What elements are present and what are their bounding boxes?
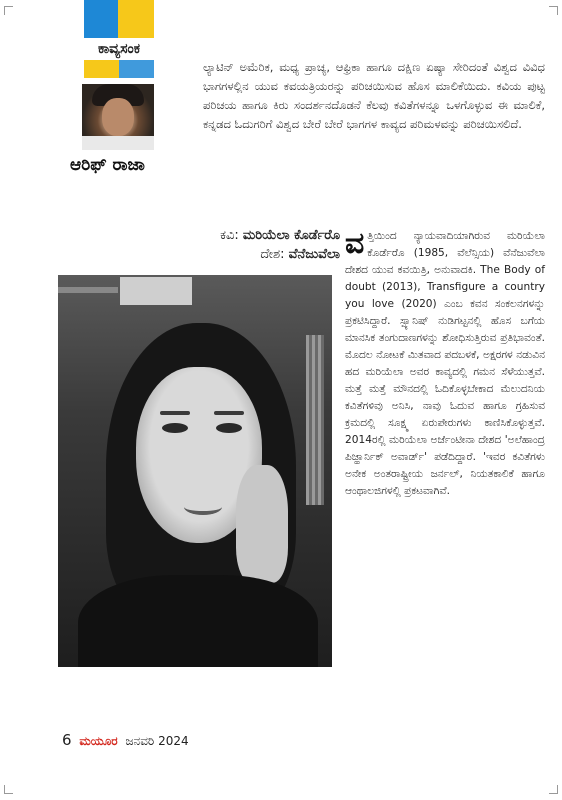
crop-mark-bottom-right — [549, 785, 558, 794]
author-face — [102, 98, 134, 136]
page-footer — [62, 731, 189, 749]
logo-blue-block — [84, 0, 118, 40]
portrait-eye-left — [162, 423, 188, 433]
portrait-bookshelf — [306, 335, 324, 505]
crop-mark-top-left — [4, 6, 13, 15]
column-title: ಕಾವ್ಯಸಂಕ — [84, 38, 154, 60]
logo-yellow-strip — [84, 60, 119, 78]
portrait-eye-right — [216, 423, 242, 433]
bio-dropcap: ವ — [345, 226, 365, 261]
bio-text: ತ್ತಿಯಿಂದ ನ್ಯಾಯವಾದಿಯಾಗಿರುವ ಮರಿಯೆಲಾ ಕೊರ್ಡೆರೊ (1985, ವೆಲೆನ್ಸಿಯ) ವೆನೆಜುವೆಲಾ ದೇಶದ ಯುವ ಕವಯಿತ್ರಿ, ಅನುವಾದಕಿ. The Body of doubt (2013), Transfigure a country you love (2020) ಎಂಬ ಕವನ ಸಂಕಲನಗಳನ್ನು ಪ್ರಕಟಿಸಿದ್ದಾರೆ. ಸ್ಪ್ಯಾನಿಷ್ ನುಡಿಗಟ್ಟನಲ್ಲಿ ಹೊಸ ಬಗೆಯ ಮಾನಸಿಕ ತಂಗುದಾಣಗಳನ್ನು ಶೋಧಿಸುತ್ತಿರುವ ಪ್ರತಿಭಾವಂತೆ. ಮೊದಲ ನೋಟಕೆ ಮಿತವಾದ ಪದಬಳಕೆ, ಅಕ್ಷರಗಳ ನಡುವಿನ ಹದ ಮರಿಯೆಲಾ ಅವರ ಕಾವ್ಯದಲ್ಲಿ ಗಮನ ಸೆಳೆಯುತ್ತವೆ. ಮತ್ತೆ ಮತ್ತೆ ಮೌನದಲ್ಲಿ ಓದಿಕೊಳ್ಳಬೇಕಾದ ಮೆಲುದನಿಯ ಕವಿತೆಗಳಿವು ಅನಿಸಿ, ನಾವು ಓದುವ ಹಾಗೂ ಗ್ರಹಿಸುವ ಕ್ರಮದಲ್ಲಿ ಸೂಕ್ಷ್ಮ ಏರುಪೇರುಗಳು ಕಾಣಿಸಿಕೊಳ್ಳುತ್ತವೆ. 2014ರಲ್ಲಿ ಮರಿಯೆಲಾ ಅರ್ಜೆಂಟೀನಾ ದೇಶದ 'ಅಲೆಹಾಂದ್ರ ಪಿಜ್ಹಾರ್ನಿಕ್ ಅವಾರ್ಡ್' ಪಡೆದಿದ್ದಾರೆ. 'ಇವರ ಕವಿತೆಗಳು ಅನೇಕ ಅಂತರಾಷ್ಟ್ರೀಯ ಜರ್ನಲ್, ನಿಯತಕಾಲಿಕೆ ಹಾಗೂ ಆಂಥಾಲಜಿಗಳಲ್ಲಿ ಪ್ರಕಟವಾಗಿವೆ. — [345, 230, 545, 497]
poet-name: ಮರಿಯೆಲಾ ಕೊರ್ಡೆರೊ — [242, 228, 340, 243]
country-label: ದೇಶ: — [260, 247, 285, 262]
portrait-body — [78, 575, 318, 667]
portrait-brow-right — [214, 411, 244, 415]
poet-byline — [130, 228, 340, 243]
magazine-name: ಮಯೂರ — [79, 734, 118, 748]
crop-mark-bottom-left — [4, 785, 13, 794]
page-number: 6 — [62, 731, 72, 749]
author-name: ಆರಿಫ್ ರಾಜಾ — [70, 155, 145, 175]
poet-portrait — [58, 275, 332, 667]
portrait-mouth — [184, 499, 222, 515]
logo-yellow-block — [118, 0, 154, 40]
country-name: ವೆನೆಜುವೆಲಾ — [288, 247, 340, 262]
issue-date: ಜನವರಿ 2024 — [125, 734, 189, 748]
country-byline — [130, 247, 340, 262]
poet-label: ಕವಿ: — [220, 228, 239, 243]
column-logo — [84, 0, 154, 80]
crop-mark-top-right — [549, 6, 558, 15]
portrait-shelf — [58, 287, 118, 293]
column-intro: ಲ್ಯಾಟಿನ್ ಅಮೆರಿಕ, ಮಧ್ಯ ಪ್ರಾಚ್ಯ, ಆಫ್ರಿಕಾ ಹಾಗೂ ದಕ್ಷಿಣ ಏಷ್ಯಾ ಸೇರಿದಂತೆ ವಿಶ್ವದ ವಿವಿಧ ಭಾಗಗಳಲ್ಲಿನ ಯುವ ಕವಯತ್ರಿಯರನ್ನು ಪರಿಚಯಿಸುವ ಹೊಸ ಮಾಲಿಕೆಯಿದು. ಕವಿಯ ಪುಟ್ಟ ಪರಿಚಯ ಹಾಗೂ ಕಿರು ಸಂದರ್ಶನದೊಡನೆ ಕೆಲವು ಕವಿತೆಗಳನ್ನೂ ಒಳಗೊಳ್ಳುವ ಈ ಮಾಲಿಕೆ, ಕನ್ನಡದ ಓದುಗರಿಗೆ ವಿಶ್ವದ ಬೇರೆ ಬೇರೆ ಭಾಗಗಳ ಕಾವ್ಯದ ಪರಿಮಳವನ್ನು ಪರಿಚಯಿಸಲಿದೆ. — [203, 60, 545, 131]
poet-bio — [345, 228, 545, 500]
portrait-hand — [236, 465, 288, 583]
author-shirt — [82, 136, 154, 150]
portrait-frame — [120, 277, 192, 305]
author-photo — [82, 84, 154, 150]
portrait-brow-left — [160, 411, 190, 415]
